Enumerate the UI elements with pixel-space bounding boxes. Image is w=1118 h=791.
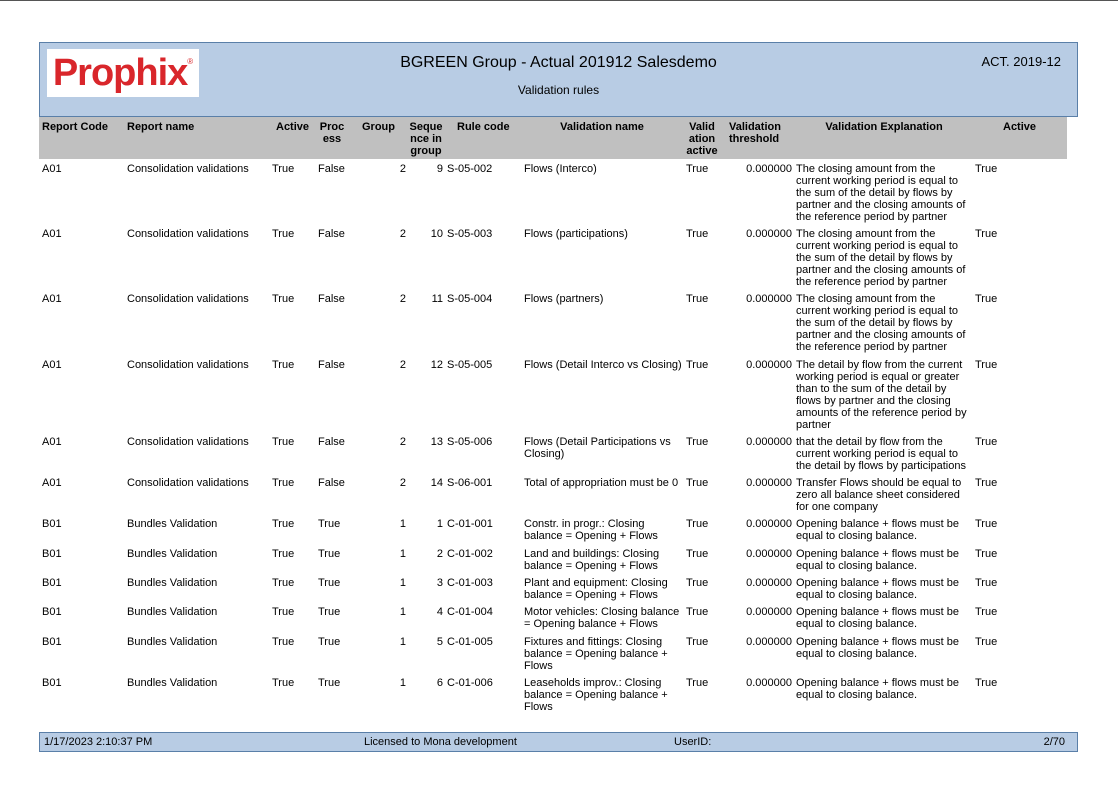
cell-rule-code: C-01-003: [447, 577, 493, 589]
report-subtitle: Validation rules: [517, 83, 600, 97]
cell-threshold: 0.000000: [746, 636, 792, 648]
report-title: BGREEN Group - Actual 201912 Salesdemo: [400, 54, 717, 71]
cell-report-name: Bundles Validation: [127, 636, 218, 648]
cell-process: False: [318, 228, 345, 240]
cell-rule-code: S-05-005: [447, 359, 493, 371]
cell-report-code: B01: [42, 577, 62, 589]
cell-group: 2: [399, 293, 406, 305]
cell-rule-code: C-01-002: [447, 548, 493, 560]
cell-sequence: 14: [430, 477, 443, 489]
col-validation-active: Valid ation active: [686, 121, 718, 157]
cell-explanation: The closing amount from the current working period is equal to the sum of the detail by flows by partner and the closing amounts of the reference period by partner: [796, 163, 966, 223]
cell-report-code: B01: [42, 518, 62, 530]
cell-report-name: Consolidation validations: [127, 359, 249, 371]
cell-active: True: [272, 163, 295, 175]
cell-report-code: B01: [42, 636, 62, 648]
cell-report-name: Consolidation validations: [127, 228, 249, 240]
cell-sequence: 6: [436, 677, 443, 689]
cell-process: True: [318, 677, 341, 689]
cell-active: True: [272, 636, 295, 648]
cell-active-2: True: [975, 293, 998, 305]
col-process: Proc ess: [319, 121, 345, 145]
cell-validation-name: Leaseholds improv.: Closing balance = Opening balance + Flows: [524, 677, 668, 713]
cell-explanation: Transfer Flows should be equal to zero all balance sheet considered for one company: [796, 477, 962, 513]
cell-validation-name: Constr. in progr.: Closing balance = Opening + Flows: [524, 518, 658, 542]
cell-process: False: [318, 477, 345, 489]
cell-validation-active: True: [686, 518, 709, 530]
cell-process: True: [318, 577, 341, 589]
cell-threshold: 0.000000: [746, 436, 792, 448]
cell-validation-name: Plant and equipment: Closing balance = Opening + Flows: [524, 577, 668, 601]
cell-report-code: A01: [42, 163, 62, 175]
cell-rule-code: C-01-006: [447, 677, 493, 689]
cell-active: True: [272, 606, 295, 618]
cell-group: 1: [399, 518, 406, 530]
cell-threshold: 0.000000: [746, 228, 792, 240]
footer-timestamp: 1/17/2023 2:10:37 PM: [44, 736, 153, 748]
cell-explanation: Opening balance + flows must be equal to closing balance.: [796, 636, 959, 660]
cell-explanation: The detail by flow from the current working period is equal or greater than to the sum of the detail by flows by partner and the closing amounts of the reference period by partner: [796, 359, 967, 431]
cell-report-name: Bundles Validation: [127, 677, 218, 689]
col-sequence: Seque nce in group: [409, 121, 443, 157]
cell-threshold: 0.000000: [746, 477, 792, 489]
footer-license: Licensed to Mona development: [364, 736, 517, 748]
cell-report-name: Bundles Validation: [127, 548, 218, 560]
cell-rule-code: S-05-004: [447, 293, 493, 305]
cell-sequence: 5: [436, 636, 443, 648]
col-validation-name: Validation name: [560, 121, 644, 133]
cell-sequence: 4: [436, 606, 443, 618]
cell-active-2: True: [975, 606, 998, 618]
cell-active-2: True: [975, 436, 998, 448]
cell-report-name: Bundles Validation: [127, 606, 218, 618]
cell-validation-active: True: [686, 359, 709, 371]
cell-validation-active: True: [686, 228, 709, 240]
cell-rule-code: S-06-001: [447, 477, 493, 489]
cell-active-2: True: [975, 359, 998, 371]
cell-validation-name: Motor vehicles: Closing balance = Opening balance + Flows: [524, 606, 680, 630]
cell-group: 1: [399, 577, 406, 589]
cell-validation-name: Flows (Interco): [524, 163, 597, 175]
col-active-2: Active: [1003, 121, 1037, 133]
registered-mark-icon: ®: [187, 57, 194, 66]
col-report-name: Report name: [127, 121, 195, 133]
cell-process: False: [318, 359, 345, 371]
cell-rule-code: C-01-001: [447, 518, 493, 530]
cell-process: False: [318, 163, 345, 175]
cell-active: True: [272, 518, 295, 530]
cell-group: 2: [399, 359, 406, 371]
col-report-code: Report Code: [42, 121, 108, 133]
cell-validation-active: True: [686, 677, 709, 689]
cell-validation-active: True: [686, 163, 709, 175]
col-threshold: Validation threshold: [729, 121, 781, 145]
report-period: ACT. 2019-12: [981, 54, 1061, 69]
cell-active: True: [272, 436, 295, 448]
cell-validation-active: True: [686, 636, 709, 648]
cell-group: 1: [399, 636, 406, 648]
cell-validation-name: Flows (participations): [524, 228, 628, 240]
cell-threshold: 0.000000: [746, 293, 792, 305]
cell-report-code: A01: [42, 436, 62, 448]
footer-page-number: 2/70: [1043, 736, 1065, 748]
cell-report-name: Consolidation validations: [127, 436, 249, 448]
cell-process: True: [318, 606, 341, 618]
cell-active: True: [272, 293, 295, 305]
cell-threshold: 0.000000: [746, 606, 792, 618]
col-rule-code: Rule code: [457, 121, 510, 133]
cell-report-code: A01: [42, 477, 62, 489]
cell-validation-name: Flows (Detail Participations vs Closing): [524, 436, 671, 460]
cell-process: False: [318, 436, 345, 448]
cell-active-2: True: [975, 677, 998, 689]
cell-report-name: Consolidation validations: [127, 293, 249, 305]
footer-userid: UserID:: [674, 736, 712, 748]
cell-explanation: Opening balance + flows must be equal to closing balance.: [796, 606, 959, 630]
cell-threshold: 0.000000: [746, 577, 792, 589]
cell-validation-active: True: [686, 293, 709, 305]
cell-validation-name: Flows (partners): [524, 293, 604, 305]
cell-rule-code: C-01-005: [447, 636, 493, 648]
cell-report-name: Consolidation validations: [127, 163, 249, 175]
report-header: [39, 42, 1078, 117]
cell-group: 1: [399, 548, 406, 560]
cell-active: True: [272, 359, 295, 371]
cell-explanation: The closing amount from the current working period is equal to the sum of the detail by flows by partner and the closing amounts of the reference period by partner: [796, 228, 966, 288]
cell-report-code: A01: [42, 359, 62, 371]
cell-report-code: B01: [42, 606, 62, 618]
cell-report-code: B01: [42, 548, 62, 560]
cell-sequence: 11: [431, 293, 443, 305]
cell-report-name: Bundles Validation: [127, 577, 218, 589]
cell-group: 1: [399, 606, 406, 618]
cell-validation-name: Total of appropriation must be 0: [524, 477, 679, 489]
cell-explanation: The closing amount from the current working period is equal to the sum of the detail by flows by partner and the closing amounts of the reference period by partner: [796, 293, 966, 353]
cell-active: True: [272, 677, 295, 689]
cell-active: True: [272, 228, 295, 240]
cell-active: True: [272, 577, 295, 589]
cell-group: 2: [399, 228, 406, 240]
cell-group: 2: [399, 477, 406, 489]
cell-sequence: 3: [436, 577, 443, 589]
cell-explanation: Opening balance + flows must be equal to closing balance.: [796, 677, 959, 701]
cell-active-2: True: [975, 518, 998, 530]
col-group: Group: [362, 121, 395, 133]
report-footer: [39, 732, 1078, 752]
cell-active-2: True: [975, 228, 998, 240]
cell-sequence: 1: [436, 518, 443, 530]
cell-rule-code: S-05-006: [447, 436, 493, 448]
cell-explanation: Opening balance + flows must be equal to closing balance.: [796, 548, 959, 572]
cell-validation-active: True: [686, 477, 709, 489]
cell-process: True: [318, 518, 341, 530]
cell-explanation: Opening balance + flows must be equal to closing balance.: [796, 518, 959, 542]
col-explanation: Validation Explanation: [825, 121, 943, 133]
cell-report-code: A01: [42, 293, 62, 305]
cell-validation-name: Land and buildings: Closing balance = Opening + Flows: [524, 548, 660, 572]
logo-text: Prophix: [52, 52, 188, 94]
cell-report-name: Consolidation validations: [127, 477, 249, 489]
cell-sequence: 12: [430, 359, 443, 371]
cell-explanation: that the detail by flow from the current working period is equal to the detail by flows by participations: [796, 436, 966, 472]
cell-sequence: 2: [436, 548, 443, 560]
cell-sequence: 10: [430, 228, 443, 240]
cell-active: True: [272, 477, 295, 489]
cell-validation-active: True: [686, 548, 709, 560]
cell-report-code: A01: [42, 228, 62, 240]
cell-validation-name: Flows (Detail Interco vs Closing): [524, 359, 682, 371]
cell-explanation: Opening balance + flows must be equal to closing balance.: [796, 577, 959, 601]
cell-process: False: [318, 293, 345, 305]
column-header-row: [39, 117, 1067, 159]
cell-active-2: True: [975, 163, 998, 175]
cell-process: True: [318, 636, 341, 648]
cell-threshold: 0.000000: [746, 677, 792, 689]
cell-report-code: B01: [42, 677, 62, 689]
cell-sequence: 9: [436, 163, 443, 175]
cell-sequence: 13: [430, 436, 443, 448]
cell-group: 1: [399, 677, 406, 689]
cell-report-name: Bundles Validation: [127, 518, 218, 530]
col-active: Active: [276, 121, 310, 133]
cell-active-2: True: [975, 636, 998, 648]
cell-validation-active: True: [686, 577, 709, 589]
cell-threshold: 0.000000: [746, 518, 792, 530]
cell-active: True: [272, 548, 295, 560]
cell-threshold: 0.000000: [746, 359, 792, 371]
cell-rule-code: C-01-004: [447, 606, 493, 618]
cell-active-2: True: [975, 577, 998, 589]
cell-active-2: True: [975, 477, 998, 489]
cell-group: 2: [399, 436, 406, 448]
cell-rule-code: S-05-002: [447, 163, 493, 175]
cell-rule-code: S-05-003: [447, 228, 493, 240]
cell-active-2: True: [975, 548, 998, 560]
cell-validation-active: True: [686, 436, 709, 448]
cell-group: 2: [399, 163, 406, 175]
cell-validation-active: True: [686, 606, 709, 618]
top-border-line: [0, 0, 1118, 1]
cell-validation-name: Fixtures and fittings: Closing balance = Opening balance + Flows: [524, 636, 668, 672]
cell-threshold: 0.000000: [746, 163, 792, 175]
cell-process: True: [318, 548, 341, 560]
cell-threshold: 0.000000: [746, 548, 792, 560]
